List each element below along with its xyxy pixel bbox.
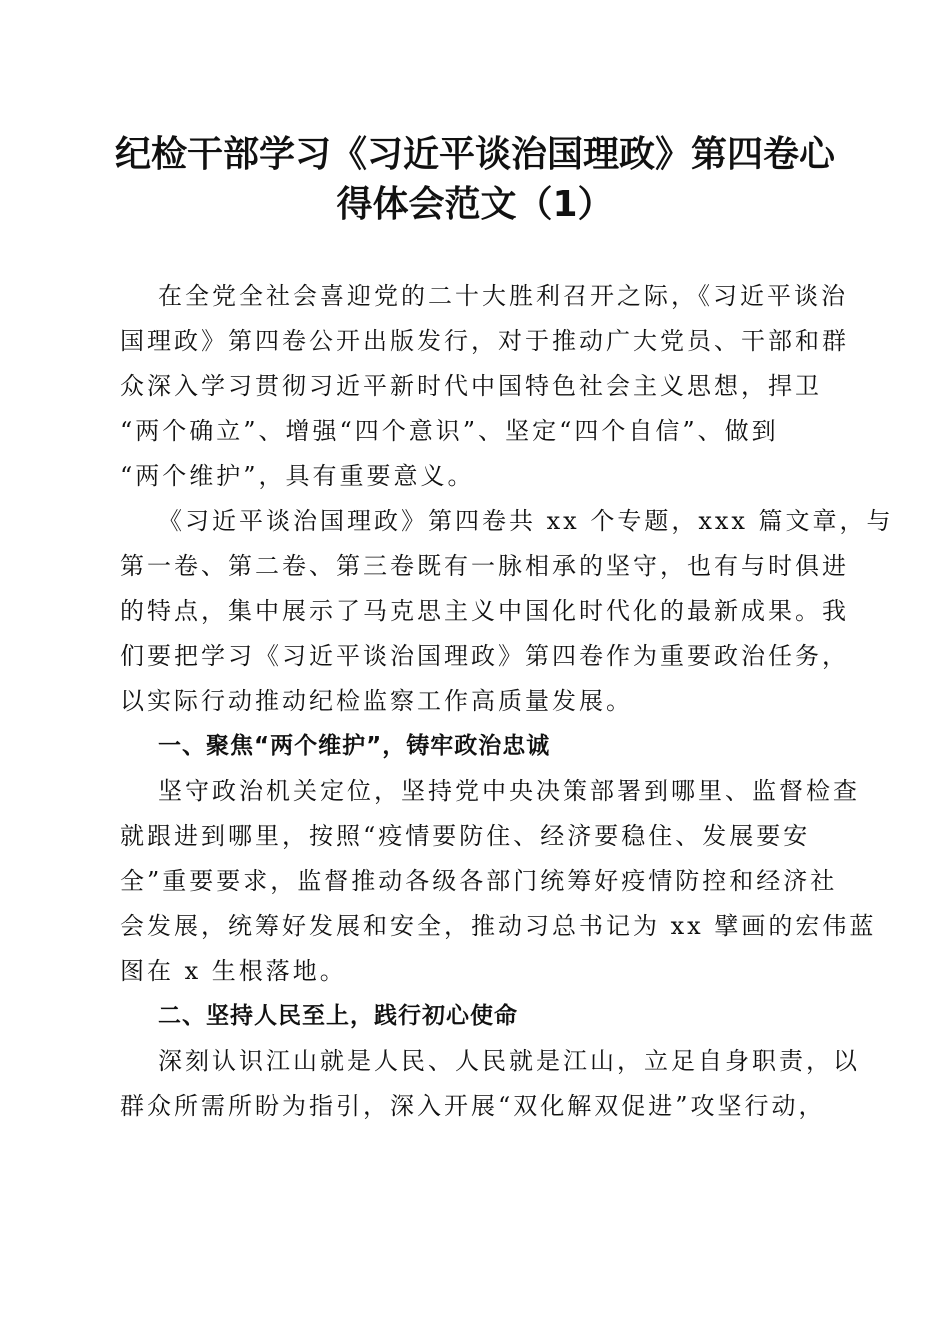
paragraph-line: 坚守政治机关定位，坚持党中央决策部署到哪里、监督检查 — [158, 777, 860, 805]
title-line: 纪检干部学习《习近平谈治国理政》第四卷心 — [114, 134, 835, 175]
document-body — [120, 274, 894, 1129]
paragraph-line: 深刻认识江山就是人民、人民就是江山，立足自身职责，以 — [158, 1047, 860, 1075]
paragraph-3 — [120, 769, 877, 994]
paragraph-4 — [120, 1039, 860, 1129]
section-heading-1: 一、聚焦“两个维护”，铸牢政治忠诚 — [158, 733, 551, 759]
paragraph-line: 会发展，统筹好发展和安全，推动习总书记为 xx 擘画的宏伟蓝 — [120, 912, 877, 940]
paragraph-line: 以实际行动推动纪检监察工作高质量发展。 — [120, 687, 633, 715]
section-heading-2: 二、坚持人民至上，践行初心使命 — [158, 1003, 518, 1029]
paragraph-line: 们要把学习《习近平谈治国理政》第四卷作为重要政治任务， — [120, 642, 849, 670]
paragraph-line: “两个确立”、增强“四个意识”、坚定“四个自信”、做到 — [120, 417, 779, 445]
paragraph-line: “两个维护”，具有重要意义。 — [120, 462, 475, 490]
paragraph-2 — [120, 499, 894, 724]
paragraph-line: 的特点，集中展示了马克思主义中国化时代化的最新成果。我 — [120, 597, 849, 625]
paragraph-line: 众深入学习贯彻习近平新时代中国特色社会主义思想，捍卫 — [120, 372, 822, 400]
title-line: 得体会范文（1） — [336, 184, 614, 225]
paragraph-line: 在全党全社会喜迎党的二十大胜利召开之际，《习近平谈治 — [158, 282, 848, 310]
paragraph-line: 图在 x 生根落地。 — [120, 957, 347, 985]
document-title — [110, 130, 840, 230]
paragraph-line: 全”重要要求，监督推动各级各部门统筹好疫情防控和经济社 — [120, 867, 838, 895]
paragraph-1 — [120, 274, 849, 499]
paragraph-line: 第一卷、第二卷、第三卷既有一脉相承的坚守，也有与时俱进 — [120, 552, 849, 580]
paragraph-line: 群众所需所盼为指引，深入开展“双化解双促进”攻坚行动， — [120, 1092, 826, 1120]
paragraph-line: 《习近平谈治国理政》第四卷共 xx 个专题，xxx 篇文章，与 — [158, 507, 894, 535]
paragraph-line: 就跟进到哪里，按照“疫情要防住、经济要稳住、发展要安 — [120, 822, 811, 850]
paragraph-line: 国理政》第四卷公开出版发行，对于推动广大党员、干部和群 — [120, 327, 849, 355]
